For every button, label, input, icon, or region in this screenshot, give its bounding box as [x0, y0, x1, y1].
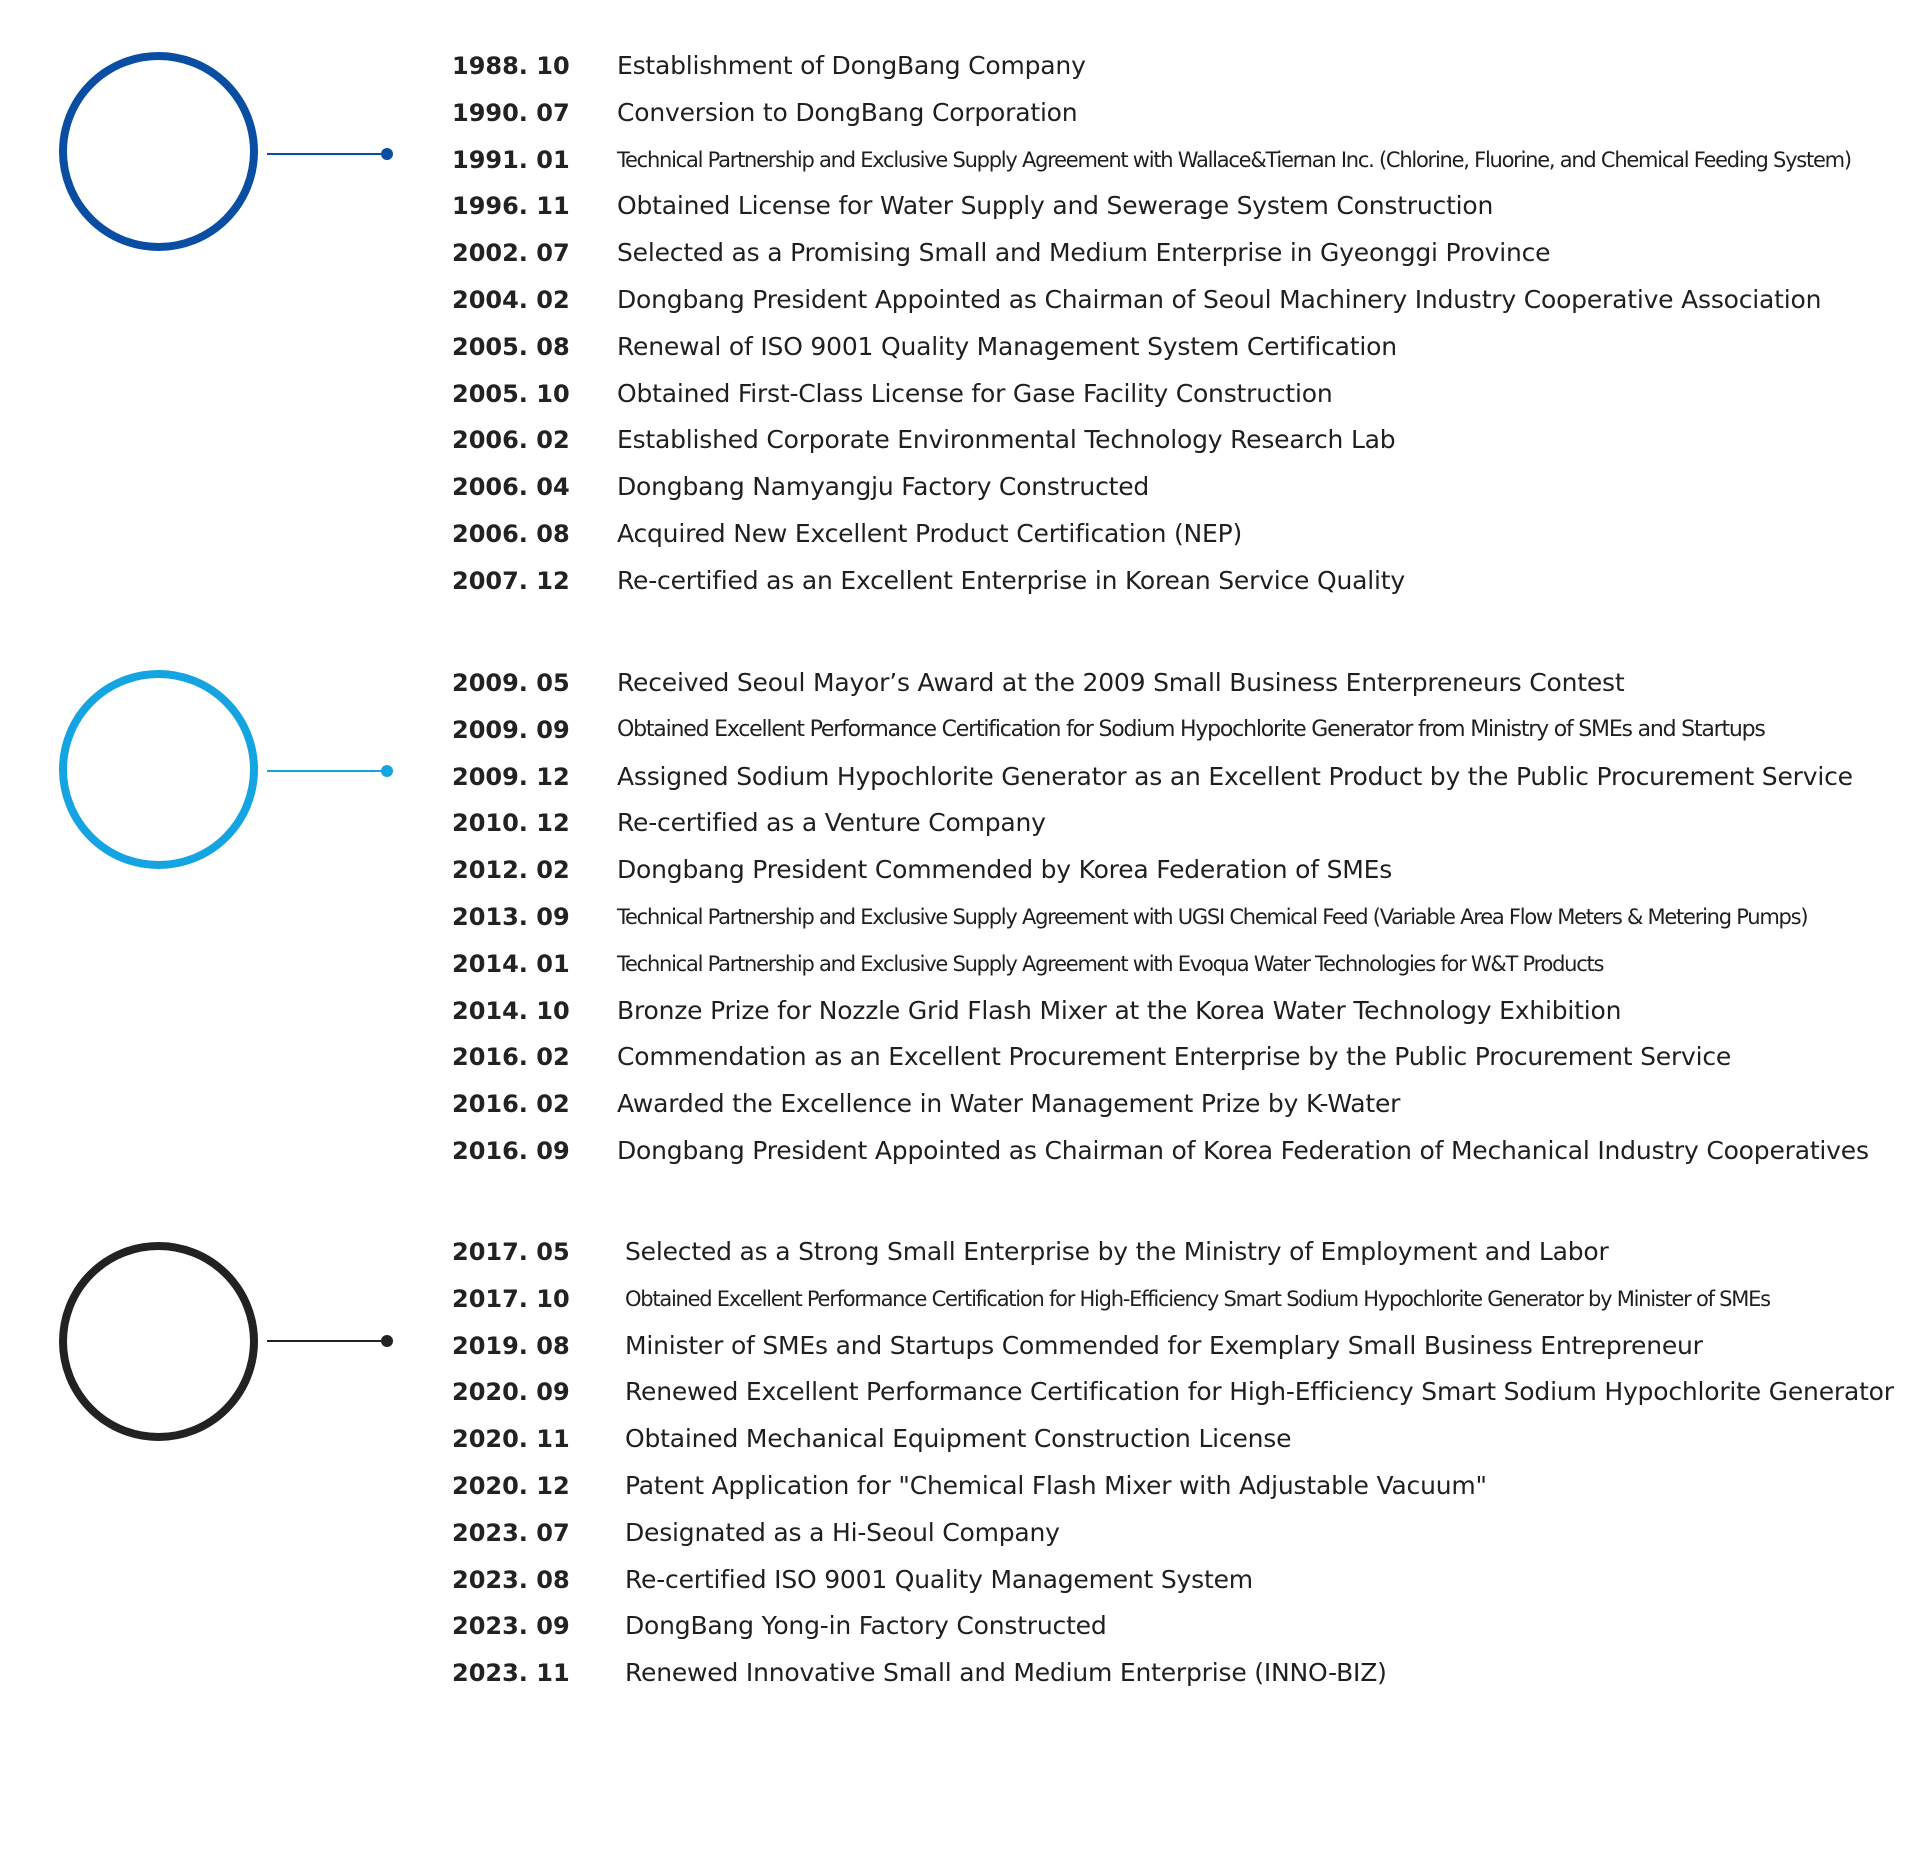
event-row [452, 282, 1920, 329]
event-text: Dongbang Namyangju Factory Constructed [617, 472, 1150, 502]
event-text: Obtained Mechanical Equipment Construction License [625, 1424, 1292, 1454]
event-text: Re-certified ISO 9001 Quality Management System [625, 1564, 1253, 1594]
event-date: 1988. 10 [452, 52, 570, 80]
event-row [452, 469, 1920, 516]
event-date: 2005. 10 [452, 379, 570, 408]
event-text: Obtained License for Water Supply and Sewerage System Construction [617, 191, 1494, 221]
event-row [452, 759, 1920, 806]
event-row [452, 1468, 1920, 1515]
event-date: 2010. 12 [452, 809, 570, 838]
event-row [452, 1562, 1920, 1609]
event-date: 2023. 09 [452, 1612, 570, 1641]
event-row [452, 946, 1920, 993]
event-list [452, 1234, 1920, 1702]
era-circle-icon [59, 670, 258, 869]
event-text: Dongbang President Appointed as Chairman of Korea Federation of Mechanical Industry Cooperatives [617, 1135, 1869, 1165]
era-connector-line [267, 770, 387, 772]
event-date: 2007. 12 [452, 566, 570, 595]
event-text: Technical Partnership and Exclusive Supply Agreement with Wallace&Tiernan Inc. (Chlorine, Fluorine, and Chemical Feeding System) [617, 147, 1851, 172]
event-row [452, 1086, 1920, 1133]
event-row [452, 1608, 1920, 1655]
event-text: Bronze Prize for Nozzle Grid Flash Mixer at the Korea Water Technology Exhibition [617, 995, 1622, 1025]
event-date: 2009. 05 [452, 669, 570, 697]
event-text: Conversion to DongBang Corporation [617, 97, 1078, 127]
event-list [452, 665, 1920, 1180]
event-date: 2023. 07 [452, 1518, 570, 1547]
event-row [452, 422, 1920, 469]
event-text: Re-certified as a Venture Company [617, 808, 1046, 838]
event-text: Establishment of DongBang Company [617, 51, 1086, 80]
event-date: 2023. 11 [452, 1659, 570, 1688]
event-date: 2006. 02 [452, 426, 570, 455]
event-row [452, 516, 1920, 563]
event-text: Renewed Excellent Performance Certification for High-Efficiency Smart Sodium Hypochlorite Generator [625, 1377, 1894, 1407]
era-circle-icon [59, 52, 258, 251]
event-text: Technical Partnership and Exclusive Supply Agreement with UGSI Chemical Feed (Variable Area Flow Meters & Metering Pumps) [617, 904, 1808, 929]
event-row [452, 235, 1920, 282]
event-row [452, 48, 1920, 95]
event-text: Dongbang President Commended by Korea Federation of SMEs [617, 855, 1393, 885]
event-date: 2009. 12 [452, 762, 570, 791]
event-date: 2019. 08 [452, 1331, 570, 1360]
event-row [452, 852, 1920, 899]
event-text: Obtained Excellent Performance Certification for Sodium Hypochlorite Generator from Ministry of SMEs and Startups [617, 716, 1765, 742]
event-date: 2006. 08 [452, 519, 570, 548]
event-date: 2005. 08 [452, 332, 570, 361]
event-row [452, 1281, 1920, 1328]
event-row [452, 1374, 1920, 1421]
event-text: Commendation as an Excellent Procurement Enterprise by the Public Procurement Service [617, 1042, 1732, 1072]
event-date: 2009. 09 [452, 715, 570, 744]
event-date: 1991. 01 [452, 145, 570, 174]
event-date: 2016. 09 [452, 1136, 570, 1165]
era-connector-line [267, 153, 387, 155]
event-date: 2016. 02 [452, 1043, 570, 1072]
event-date: 2013. 09 [452, 902, 570, 931]
event-row [452, 805, 1920, 852]
event-date: 2017. 10 [452, 1284, 570, 1313]
event-text: Dongbang President Appointed as Chairman of Seoul Machinery Industry Cooperative Association [617, 284, 1822, 314]
event-row [452, 329, 1920, 376]
event-row [452, 142, 1920, 189]
event-date: 2014. 10 [452, 996, 570, 1025]
era-marker [0, 48, 400, 268]
event-date: 2014. 01 [452, 949, 570, 978]
event-row [452, 1328, 1920, 1375]
event-text: Re-certified as an Excellent Enterprise in Korean Service Quality [617, 565, 1405, 595]
event-text: Obtained Excellent Performance Certification for High-Efficiency Smart Sodium Hypochlorite Generator by Minister of SMEs [625, 1286, 1770, 1311]
event-text: Assigned Sodium Hypochlorite Generator as an Excellent Product by the Public Procurement Service [617, 761, 1853, 791]
event-row [452, 1133, 1920, 1180]
event-date: 2017. 05 [452, 1238, 570, 1266]
event-row [452, 712, 1920, 759]
era-marker [0, 665, 400, 885]
event-list [452, 48, 1920, 610]
event-date: 2012. 02 [452, 856, 570, 885]
event-date: 2006. 04 [452, 473, 570, 502]
event-text: Patent Application for "Chemical Flash Mixer with Adjustable Vacuum" [625, 1470, 1487, 1500]
event-text: Minister of SMEs and Startups Commended for Exemplary Small Business Entrepreneur [625, 1330, 1703, 1360]
event-date: 2020. 12 [452, 1471, 570, 1500]
event-text: Selected as a Strong Small Enterprise by the Ministry of Employment and Labor [625, 1237, 1609, 1266]
era-marker [0, 1234, 400, 1454]
era-connector-line [267, 1340, 387, 1342]
event-text: Established Corporate Environmental Technology Research Lab [617, 425, 1396, 455]
event-text: Renewal of ISO 9001 Quality Management System Certification [617, 331, 1397, 361]
era-circle-icon [59, 1242, 258, 1441]
event-text: DongBang Yong-in Factory Constructed [625, 1611, 1107, 1641]
event-text: Renewed Innovative Small and Medium Enterprise (INNO-BIZ) [625, 1658, 1387, 1688]
event-row [452, 95, 1920, 142]
event-text: Technical Partnership and Exclusive Supply Agreement with Evoqua Water Technologies for W&T Products [617, 951, 1604, 976]
event-text: Obtained First-Class License for Gase Facility Construction [617, 378, 1333, 408]
era-dot-icon [381, 1335, 393, 1347]
event-row [452, 563, 1920, 610]
event-row [452, 1039, 1920, 1086]
event-row [452, 376, 1920, 423]
event-date: 2016. 02 [452, 1090, 570, 1119]
era-dot-icon [381, 148, 393, 160]
event-text: Selected as a Promising Small and Medium Enterprise in Gyeonggi Province [617, 238, 1551, 268]
event-date: 2023. 08 [452, 1565, 570, 1594]
event-row [452, 1655, 1920, 1702]
event-row [452, 899, 1920, 946]
event-date: 1996. 11 [452, 192, 570, 221]
event-text: Awarded the Excellence in Water Management Prize by K-Water [617, 1089, 1401, 1119]
event-text: Acquired New Excellent Product Certification (NEP) [617, 518, 1243, 548]
event-text: Designated as a Hi-Seoul Company [625, 1517, 1060, 1547]
event-date: 2004. 02 [452, 285, 570, 314]
event-text: Received Seoul Mayor’s Award at the 2009 Small Business Enterpreneurs Contest [617, 668, 1625, 697]
era-dot-icon [381, 765, 393, 777]
event-row [452, 993, 1920, 1040]
event-date: 2020. 09 [452, 1378, 570, 1407]
event-date: 1990. 07 [452, 98, 570, 127]
event-row [452, 665, 1920, 712]
event-row [452, 1421, 1920, 1468]
event-row [452, 1234, 1920, 1281]
event-row [452, 1515, 1920, 1562]
event-row [452, 188, 1920, 235]
event-date: 2020. 11 [452, 1425, 570, 1454]
event-date: 2002. 07 [452, 239, 570, 268]
